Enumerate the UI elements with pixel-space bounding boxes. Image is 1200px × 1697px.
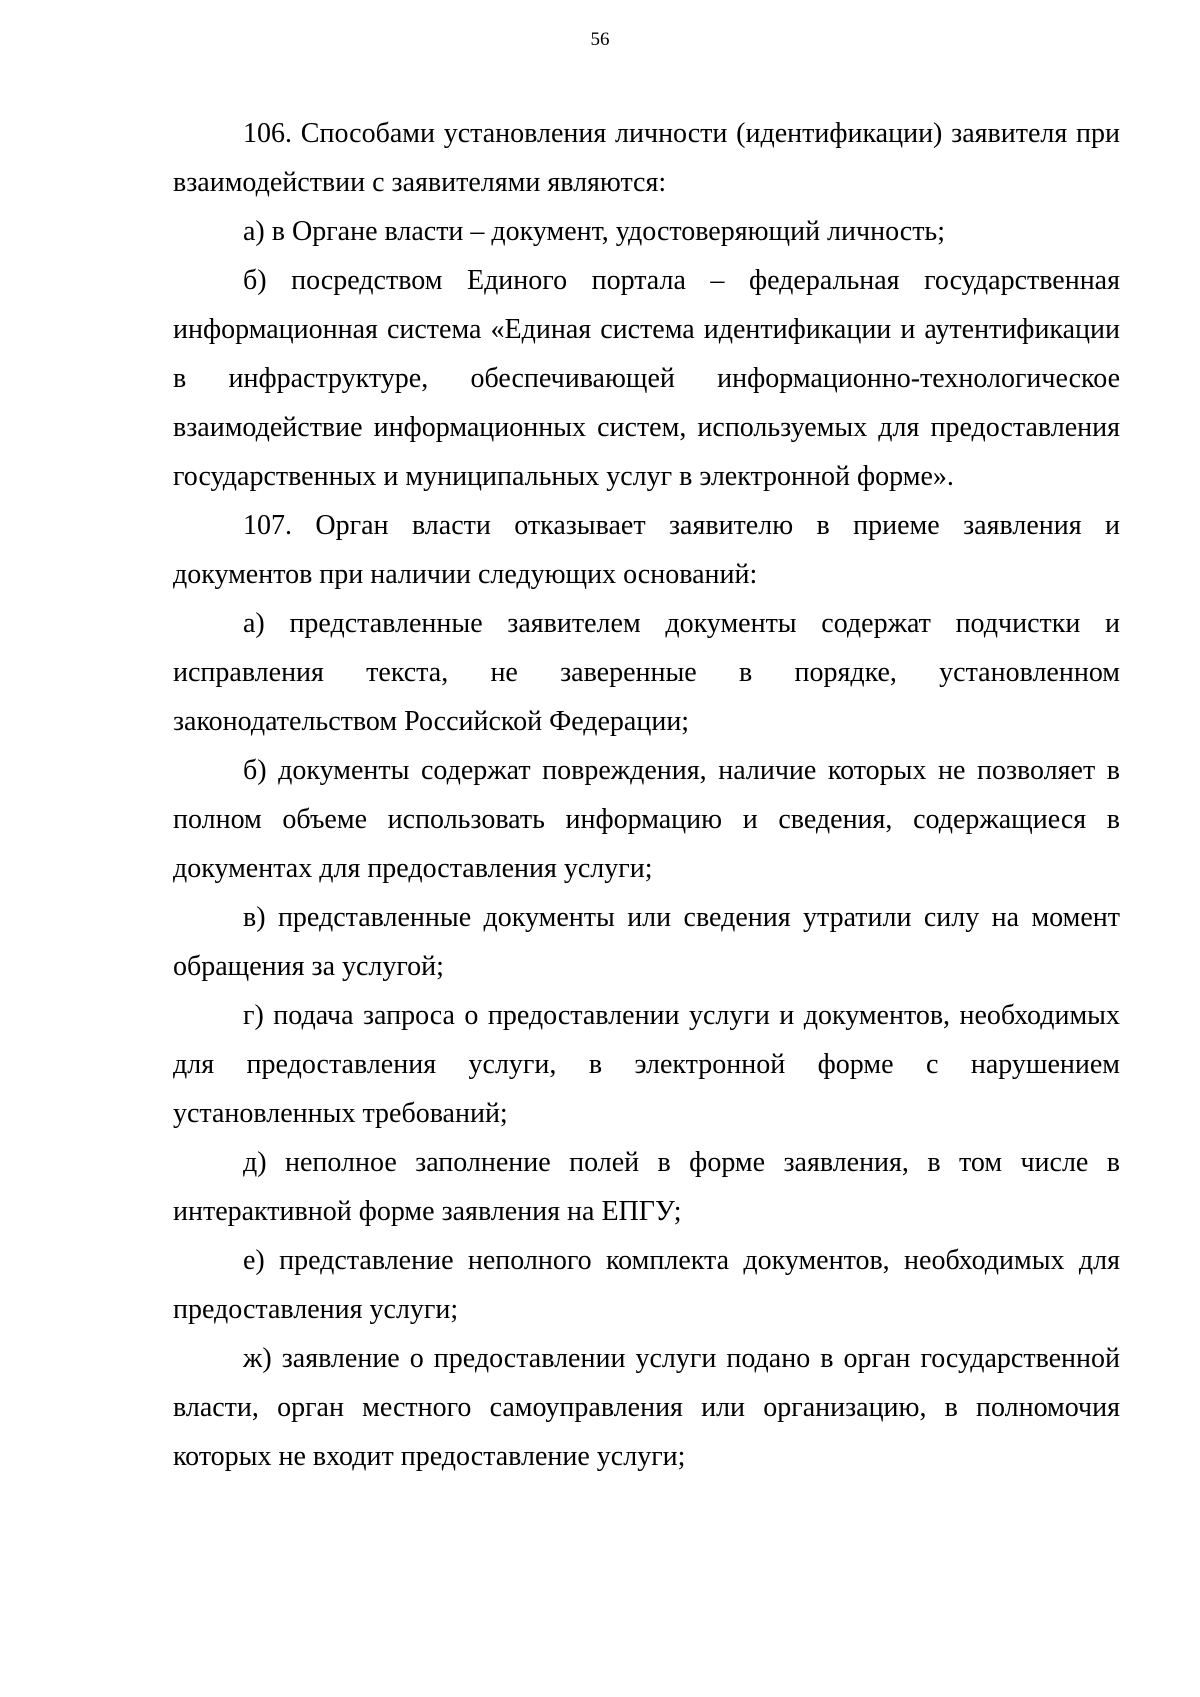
paragraph-107-intro: 107. Орган власти отказывает заявителю в приеме заявления и документов при наличии следующих оснований: <box>173 510 1120 590</box>
paragraph-107-item-v: в) представленные документы или сведения утратили силу на момент обращения за услугой; <box>173 902 1120 982</box>
paragraph-107-item-d: д) неполное заполнение полей в форме заявления, в том числе в интерактивной форме заявления на ЕПГУ; <box>173 1147 1120 1227</box>
page-number: 56 <box>590 29 610 50</box>
paragraph-106-item-b: б) посредством Единого портала – федеральная государственная информационная система «Единая система идентификации и аутентификации в инфраструктуре, обеспечивающей информационно-технологическое взаимодействие информационных систем, используемых для предоставления государственных и муниципальных услуг в электронной форме». <box>173 265 1120 492</box>
paragraph-106-item-a: а) в Органе власти – документ, удостоверяющий личность; <box>243 216 945 247</box>
paragraph-107-item-zh: ж) заявление о предоставлении услуги подано в орган государственной власти, орган местного самоуправления или организацию, в полномочия которых не входит предоставление услуги; <box>173 1343 1120 1472</box>
paragraph-106-intro: 106. Способами установления личности (идентификации) заявителя при взаимодействии с заявителями являются: <box>173 118 1120 198</box>
paragraph-107-item-a: а) представленные заявителем документы содержат подчистки и исправления текста, не заверенные в порядке, установленном законодательством Российской Федерации; <box>173 608 1120 737</box>
paragraph-107-item-e: е) представление неполного комплекта документов, необходимых для предоставления услуги; <box>173 1245 1120 1325</box>
paragraph-107-item-g: г) подача запроса о предоставлении услуги и документов, необходимых для предоставления услуги, в электронной форме с нарушением установленных требований; <box>173 1000 1120 1129</box>
paragraph-107-item-b: б) документы содержат повреждения, наличие которых не позволяет в полном объеме использовать информацию и сведения, содержащиеся в документах для предоставления услуги; <box>173 755 1120 884</box>
document-body <box>173 109 1120 1481</box>
